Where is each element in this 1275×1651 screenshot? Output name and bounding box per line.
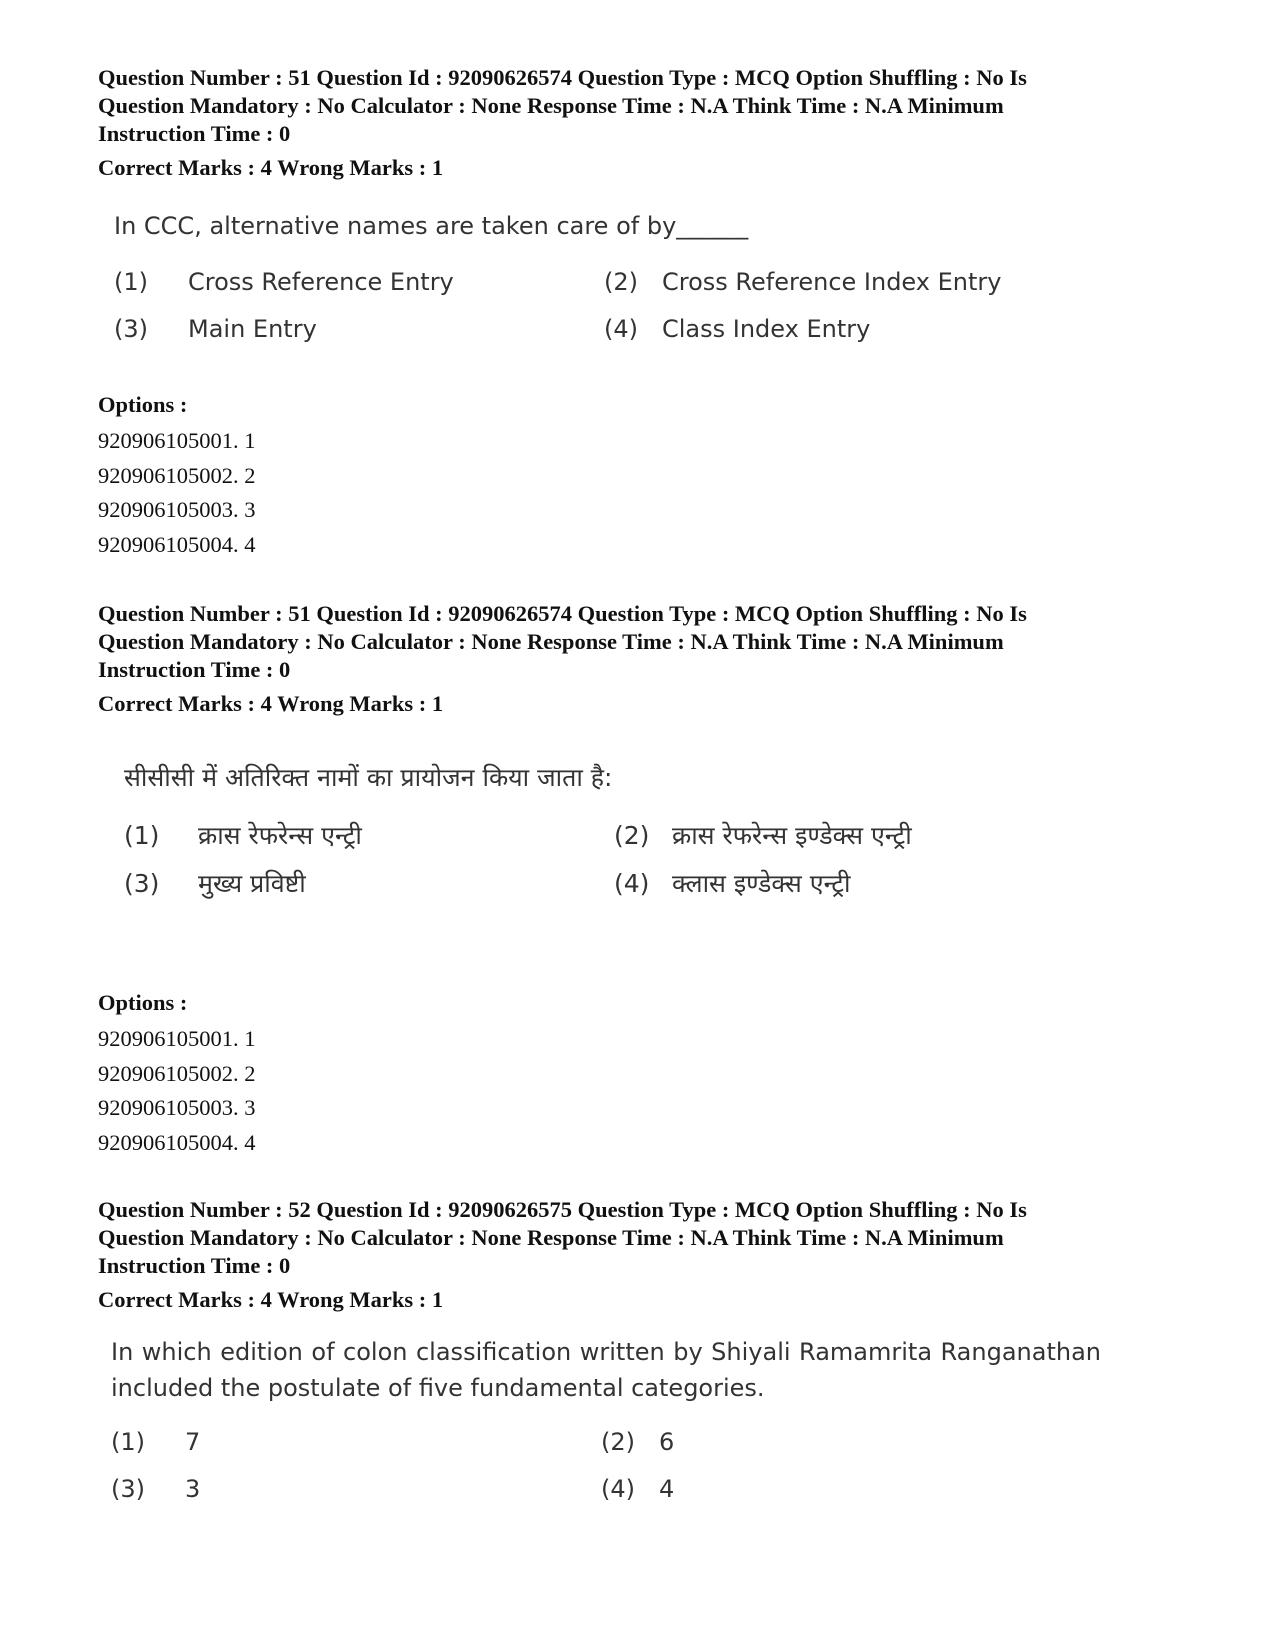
marks-line: Correct Marks : 4 Wrong Marks : 1 [98, 1287, 444, 1312]
marks-line: Correct Marks : 4 Wrong Marks : 1 [98, 155, 444, 180]
options-list [98, 424, 1178, 562]
choice-item: (4) क्लास इण्डेक्स एन्ट्री [614, 869, 851, 898]
options-label: Options : [98, 392, 188, 417]
options-list [98, 1022, 1178, 1160]
choice-item: (2) Cross Reference Index Entry [604, 268, 1002, 296]
question-text-image-3 [111, 1334, 1191, 1507]
question-meta: Question Number : 51 Question Id : 92090626574 Question Type : MCQ Option Shuffling : No Is Question Mandatory : No Calculator : None Response Time : N.A Think Time : N.A Minimum Instruction Time : 0 [98, 65, 1027, 146]
choice-item: (4) 4 [601, 1475, 675, 1503]
option-id: 920906105003. 3 [98, 497, 256, 522]
choice-grid [111, 1424, 1191, 1507]
question-meta: Question Number : 52 Question Id : 92090626575 Question Type : MCQ Option Shuffling : No Is Question Mandatory : No Calculator : None Response Time : N.A Think Time : N.A Minimum Instruction Time : 0 [98, 1197, 1027, 1278]
option-id: 920906105003. 3 [98, 1095, 256, 1120]
choice-item: (4) Class Index Entry [604, 315, 871, 343]
choice-item: (3) 3 [111, 1475, 201, 1503]
question-text-image-1 [114, 208, 1194, 347]
options-section-2 [98, 988, 1178, 1160]
option-id: 920906105002. 2 [98, 1060, 256, 1086]
option-id: 920906105004. 4 [98, 531, 256, 557]
question-block-1 [98, 64, 1178, 182]
option-id: 920906105001. 1 [98, 1026, 256, 1051]
choice-item: (2) क्रास रेफरेन्स इण्डेक्स एन्ट्री [614, 821, 912, 850]
choice-grid [114, 264, 1194, 347]
options-label: Options : [98, 990, 188, 1015]
question-block-3 [98, 1196, 1178, 1314]
choice-item: (2) 6 [601, 1428, 675, 1456]
question-text: सीसीसी में अतिरिक्त नामों का प्रायोजन किया जाता है: [124, 763, 613, 792]
choice-item: (1) Cross Reference Entry [114, 268, 454, 296]
question-block-2 [98, 600, 1178, 718]
question-text: In CCC, alternative names are taken care of by______ [114, 212, 749, 240]
option-id: 920906105002. 2 [98, 462, 256, 488]
options-section-1 [98, 390, 1178, 562]
question-text-image-2 [124, 760, 1204, 902]
option-id: 920906105001. 1 [98, 428, 256, 453]
question-meta: Question Number : 51 Question Id : 92090626574 Question Type : MCQ Option Shuffling : No Is Question Mandatory : No Calculator : None Response Time : N.A Think Time : N.A Minimum Instruction Time : 0 [98, 601, 1027, 682]
option-id: 920906105004. 4 [98, 1129, 256, 1155]
choice-item: (3) Main Entry [114, 315, 317, 343]
question-text: In which edition of colon classification written by Shiyali Ramamrita Ranganathan included the postulate of five fundamental categories. [111, 1338, 1101, 1402]
choice-grid [124, 818, 1204, 902]
choice-item: (1) 7 [111, 1428, 201, 1456]
choice-item: (3) मुख्य प्रविष्टी [124, 869, 306, 898]
choice-item: (1) क्रास रेफरेन्स एन्ट्री [124, 821, 362, 850]
marks-line: Correct Marks : 4 Wrong Marks : 1 [98, 691, 444, 716]
